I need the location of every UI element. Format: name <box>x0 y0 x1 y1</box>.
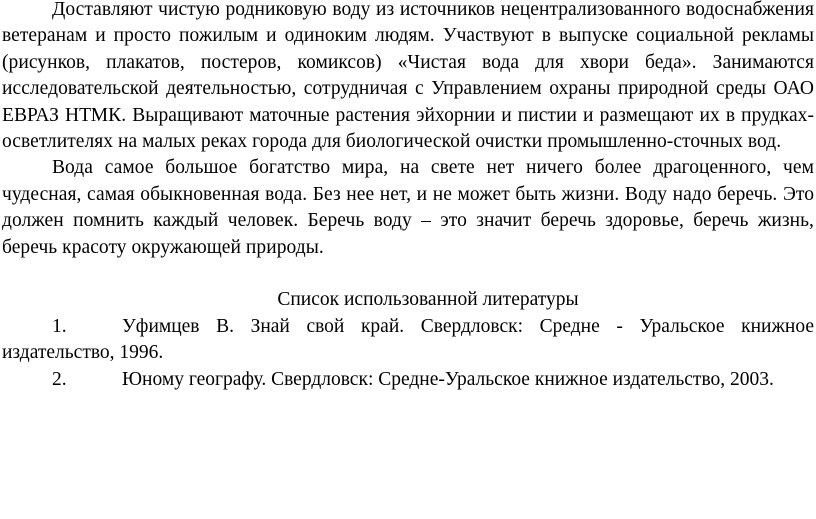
reference-item-1 <box>0 314 816 367</box>
reference-number: 1. <box>52 315 67 337</box>
references-heading: Список использованной литературы <box>277 289 579 311</box>
blank-line <box>0 261 816 287</box>
reference-number: 2. <box>52 368 67 390</box>
reference-text: Юному географу. Свердловск: Средне-Уральское книжное издательство, 2003. <box>122 368 774 390</box>
body-paragraph-2: Вода самое большое богатство мира, на свете нет ничего более драгоценного, чем чудесная, самая обыкновенная вода. Без нее нет, и не может быть жизни. Воду надо беречь. Это должен помнить каждый человек. Беречь воду – это значит беречь здоровье, беречь жизнь, беречь красоту окружающей природы. <box>2 157 814 258</box>
reference-item-2 <box>0 367 816 393</box>
body-paragraph-1: Доставляют чистую родниковую воду из источников нецентрализованного водоснабжения ветеранам и просто пожилым и одиноким людям. Участвуют в выпуске социальной рекламы (рисунков, плакатов, постеров, комиксов) «Чистая вода для хвори беда». Занимаются исследовательской деятельностью, сотрудничая с Управлением охраны природной среды ОАО ЕВРАЗ НТМК. Выращивают маточные растения эйхорнии и пистии и размещают их в прудках-осветлителях на малых реках города для биологической очистки промышленно-сточных вод. <box>2 0 814 153</box>
reference-text: Уфимцев В. Знай свой край. Свердловск: Средне - Уральское книжное издательство, 1996. <box>2 315 814 364</box>
